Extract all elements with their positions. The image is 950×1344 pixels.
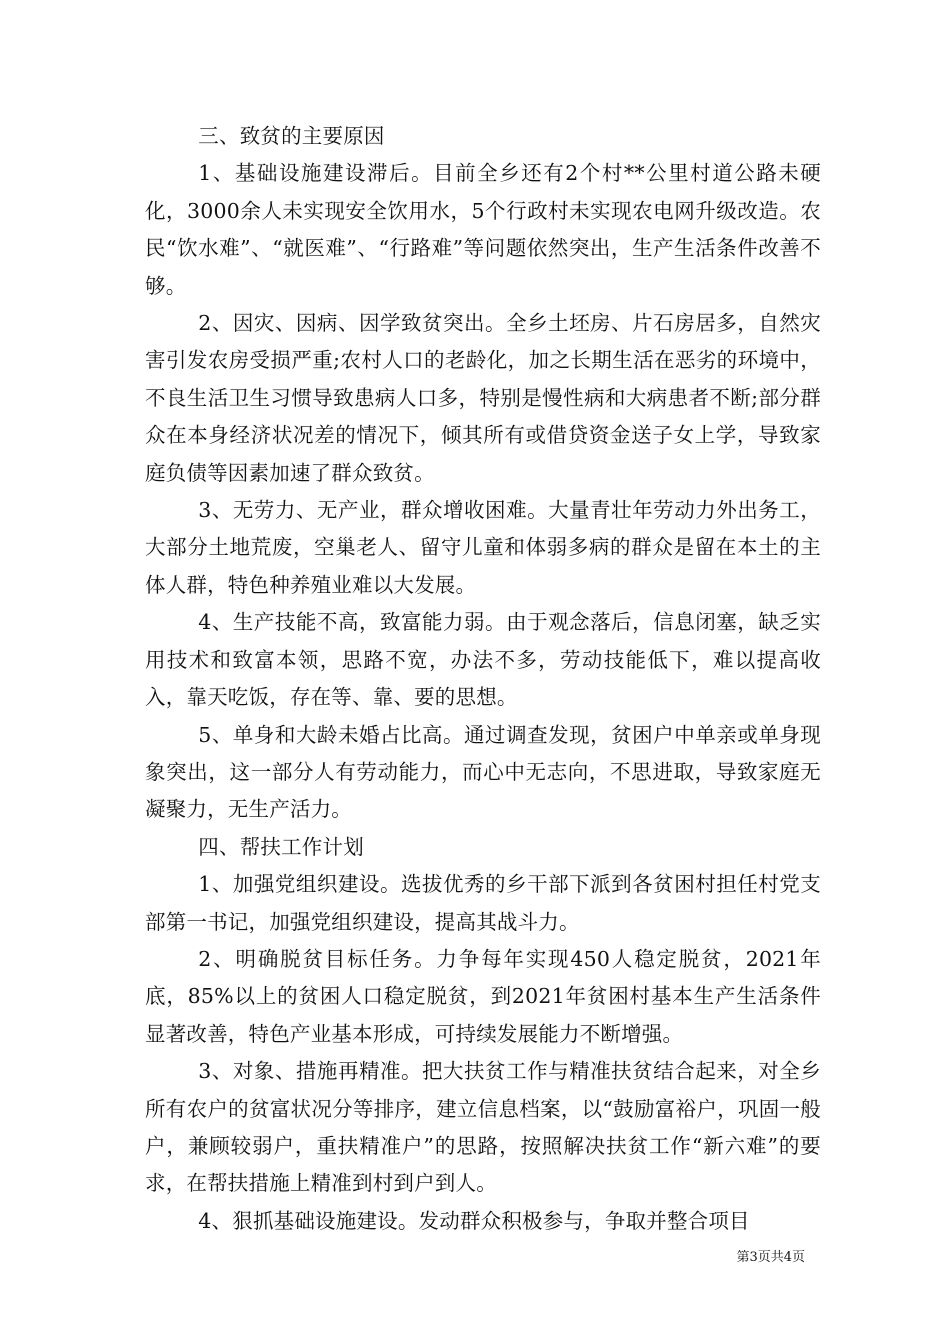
paragraph: 4、生产技能不高，致富能力弱。由于观念落后，信息闭塞，缺乏实用技术和致富本领，思路不宽，办法不多，劳动技能低下，难以提高收入，靠天吃饭，存在等、靠、要的思想。 — [145, 610, 821, 710]
paragraph: 3、对象、措施再精准。把大扶贫工作与精准扶贫结合起来，对全乡所有农户的贫富状况分等排序，建立信息档案，以“鼓励富裕户，巩固一般户，兼顾较弱户，重扶精准户”的思路，按照解决扶贫工作“新六难”的要求，在帮扶措施上精准到村到户到人。 — [145, 1059, 821, 1196]
paragraph: 1、加强党组织建设。选拔优秀的乡干部下派到各贫困村担任村党支部第一书记，加强党组织建设，提高其战斗力。 — [145, 872, 821, 934]
paragraph: 3、无劳力、无产业，群众增收困难。大量青壮年劳动力外出务工，大部分土地荒废，空巢老人、留守儿童和体弱多病的群众是留在本土的主体人群，特色种养殖业难以大发展。 — [145, 498, 821, 597]
page-number: 第3页共4页 — [736, 1250, 805, 1265]
paragraph: 5、单身和大龄未婚占比高。通过调查发现，贫困户中单亲或单身现象突出，这一部分人有劳动能力，而心中无志向，不思进取，导致家庭无凝聚力，无生产活力。 — [145, 722, 821, 822]
paragraph: 1、基础设施建设滞后。目前全乡还有2个村**公里村道公路未硬化，3000余人未实现安全饮用水，5个行政村未实现农电网升级改造。农民“饮水难”、“就医难”、“行路难”等问题依然突出，生产生活条件改善不够。 — [145, 161, 821, 298]
document-body — [145, 118, 821, 1240]
paragraph: 2、因灾、因病、因学致贫突出。全乡土坯房、片石房居多，自然灾害引发农房受损严重;农村人口的老龄化，加之长期生活在恶劣的环境中，不良生活卫生习惯导致患病人口多，特别是慢性病和大病患者不断;部分群众在本身经济状况差的情况下，倾其所有或借贷资金送子女上学，导致家庭负债等因素加速了群众致贫。 — [145, 311, 821, 485]
paragraph: 2、明确脱贫目标任务。力争每年实现450人稳定脱贫，2021年底，85%以上的贫困人口稳定脱贫，到2021年贫困村基本生产生活条件显著改善，特色产业基本形成，可持续发展能力不断增强。 — [145, 946, 821, 1046]
section-heading-4: 四、帮扶工作计划 — [198, 834, 364, 859]
paragraph: 4、狠抓基础设施建设。发动群众积极参与，争取并整合项目 — [198, 1208, 750, 1233]
section-heading-3: 三、致贫的主要原因 — [198, 124, 385, 148]
